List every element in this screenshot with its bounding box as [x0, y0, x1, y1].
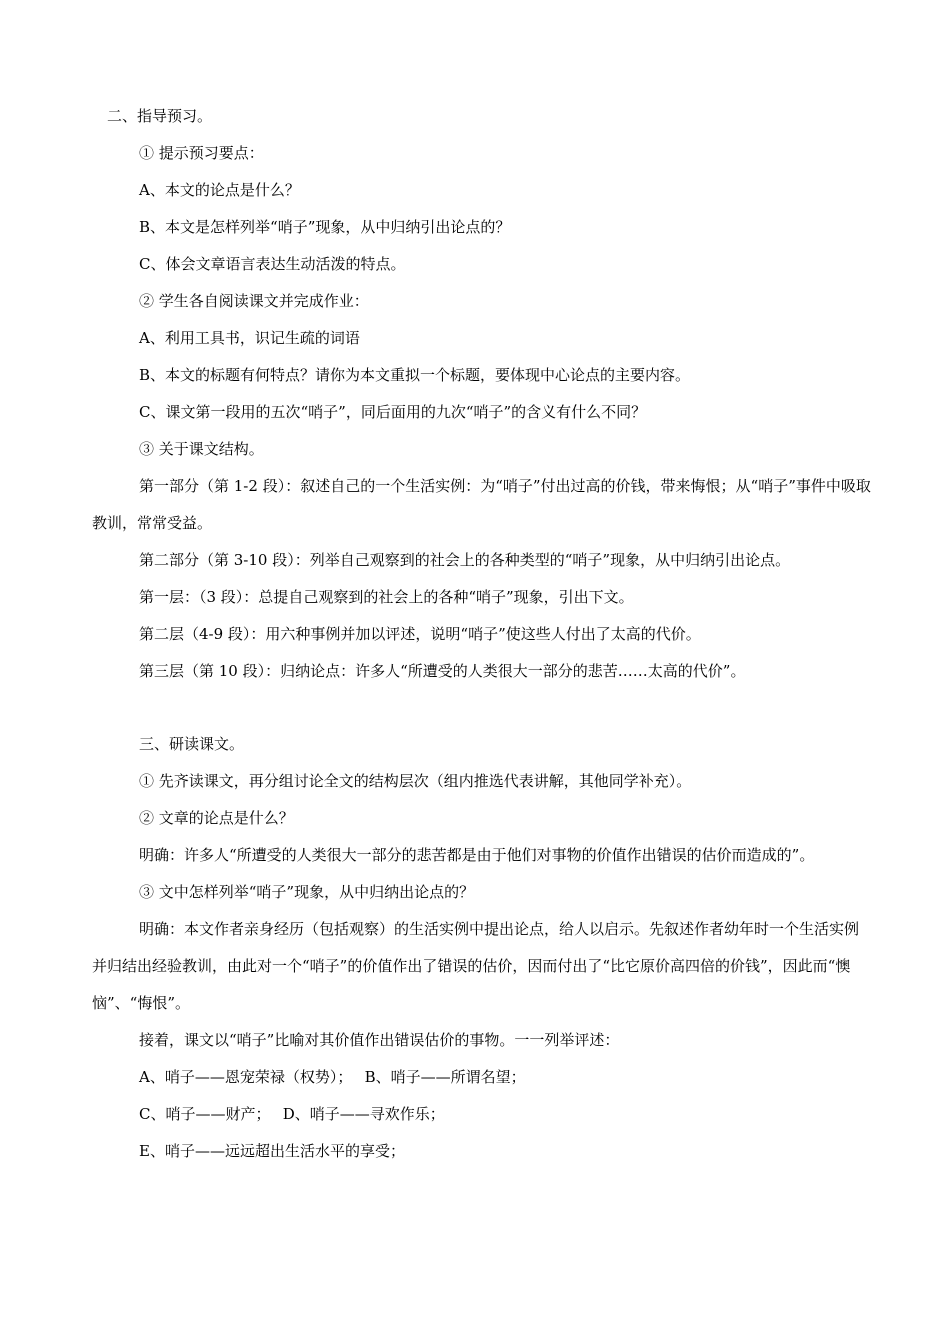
study-item-1: ① 先齐读课文，再分组讨论全文的结构层次（组内推选代表讲解，其他同学补充）。	[139, 772, 692, 790]
homework-b: B、本文的标题有何特点？请你为本文重拟一个标题，要体现中心论点的主要内容。	[139, 366, 691, 384]
section2-heading: 二、指导预习。	[107, 107, 213, 125]
tip-c: C、体会文章语言表达生动活泼的特点。	[139, 255, 406, 273]
study-list-intro: 接着，课文以“哨子”比喻对其价值作出错误估价的事物。一一列举评述：	[139, 1031, 620, 1049]
structure-layer-2: 第二层（4-9 段）：用六种事例并加以评述，说明“哨子”使这些人付出了太高的代价。	[139, 625, 701, 643]
study-answer-2: 明确：本文作者亲身经历（包括观察）的生活实例中提出论点，给人以启示。先叙述作者幼年时一个生活实例并归结出经验教训，由此对一个“哨子”的价值作出了错误的估价，因而付出了“比它原价高四倍的价钱”，因此而“懊恼”、“悔恨”。	[92, 920, 860, 1012]
structure-layer-1: 第一层：（3 段）：总提自己观察到的社会上的各种“哨子”现象，引出下文。	[139, 588, 634, 606]
tip-a: A、本文的论点是什么？	[139, 181, 300, 199]
homework-a: A、利用工具书，识记生疏的词语	[139, 329, 360, 347]
structure-layer-3: 第三层（第 10 段）：归纳论点：许多人“所遭受的人类很大一部分的悲苦……太高的代价”。	[139, 662, 746, 680]
homework-title: ② 学生各自阅读课文并完成作业：	[139, 292, 369, 310]
section3-heading: 三、研读课文。	[139, 735, 245, 753]
study-list-e: E、哨子——远远超出生活水平的享受；	[139, 1142, 405, 1160]
structure-title: ③ 关于课文结构。	[139, 440, 264, 458]
study-answer-1: 明确：许多人“所遭受的人类很大一部分的悲苦都是由于他们对事物的价值作出错误的估价而造成的”。	[139, 846, 815, 864]
tips-title: ① 提示预习要点：	[139, 144, 264, 162]
structure-part-1: 第一部分（第 1-2 段）：叙述自己的一个生活实例：为“哨子”付出过高的价钱，带来悔恨；从“哨子”事件中吸取教训，常常受益。	[92, 477, 871, 532]
homework-c: C、课文第一段用的五次“哨子”，同后面用的九次“哨子”的含义有什么不同？	[139, 403, 647, 421]
structure-part-2: 第二部分（第 3-10 段）：列举自己观察到的社会上的各种类型的“哨子”现象，从中归纳引出论点。	[139, 551, 791, 569]
study-item-3: ③ 文中怎样列举“哨子”现象，从中归纳出论点的？	[139, 883, 475, 901]
tip-b: B、本文是怎样列举“哨子”现象，从中归纳引出论点的？	[139, 218, 511, 236]
document-body	[92, 98, 872, 1170]
study-list-cd: C、哨子——财产； D、哨子——寻欢作乐；	[139, 1105, 445, 1123]
section-spacer	[92, 690, 872, 726]
study-item-2: ② 文章的论点是什么？	[139, 809, 294, 827]
study-list-ab: A、哨子——恩宠荣禄（权势）； B、哨子——所谓名望；	[139, 1068, 526, 1086]
